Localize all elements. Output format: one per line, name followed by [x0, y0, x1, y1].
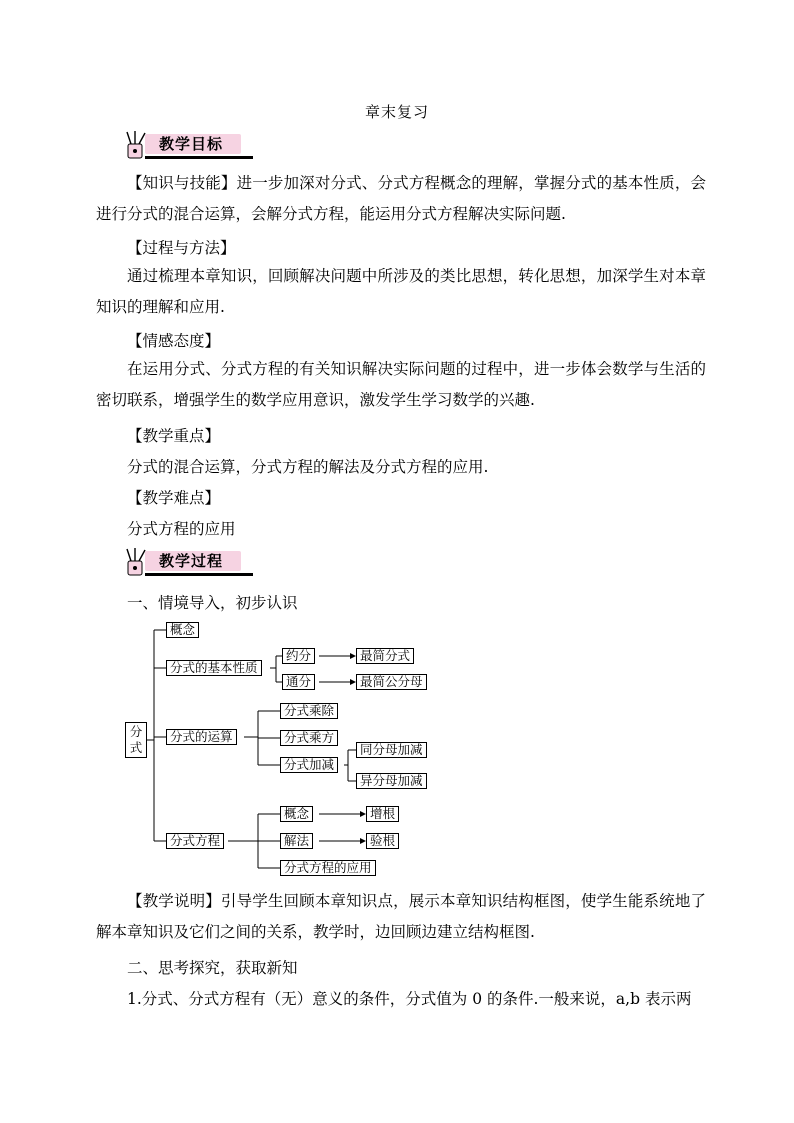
process-banner [119, 545, 251, 579]
node-application: 分式方程的应用 [280, 860, 376, 876]
node-operations: 分式的运算 [166, 729, 237, 745]
node-extraneous-root: 增根 [366, 806, 399, 822]
node-power: 分式乘方 [280, 730, 338, 746]
node-add-sub: 分式加减 [280, 757, 338, 773]
process-method-paragraph: 通过梳理本章知识，回顾解决问题中所涉及的类比思想，转化思想，加深学生对本章知识的理解和应用. [96, 267, 706, 316]
objectives-banner [119, 128, 251, 162]
part2-heading: 二、思考探究，获取新知 [127, 959, 298, 977]
node-check-root: 验根 [366, 833, 399, 849]
node-same-denominator: 同分母加减 [356, 742, 427, 758]
node-basic-property: 分式的基本性质 [166, 660, 262, 676]
node-common-denominator: 通分 [282, 674, 315, 690]
difficulty-text: 分式方程的应用 [127, 520, 236, 538]
difficulty-heading: 【教学难点】 [127, 489, 221, 507]
objectives-banner-label: 教学目标 [159, 135, 224, 153]
emotion-paragraph: 在运用分式、分式方程的有关知识解决实际问题的过程中，进一步体会数学与生活的密切联系，增强学生的数学应用意识，激发学生学习数学的兴趣. [96, 360, 706, 409]
node-fraction-root: 分式 [125, 722, 147, 758]
knowledge-structure-diagram [120, 612, 450, 882]
part1-heading: 一、情境导入，初步认识 [127, 594, 298, 612]
node-simplest-fraction: 最简分式 [356, 648, 414, 664]
process-method-heading: 【过程与方法】 [127, 239, 236, 257]
teaching-explanation-paragraph: 【教学说明】引导学生回顾本章知识点，展示本章知识结构框图，使学生能系统地了解本章知识及它们之间的关系，教学时，边回顾边建立结构框图. [96, 892, 706, 941]
item-1-text: 1.分式、分式方程有（无）意义的条件，分式值为 0 的条件.一般来说，a,b 表示两 [127, 990, 692, 1008]
node-reduce: 约分 [282, 648, 315, 664]
key-points-heading: 【教学重点】 [127, 427, 221, 445]
node-lcd: 最简公分母 [356, 674, 427, 690]
node-solution-method: 解法 [280, 833, 313, 849]
emotion-heading: 【情感态度】 [127, 332, 221, 350]
node-concept: 概念 [166, 622, 199, 638]
node-mul-div: 分式乘除 [280, 703, 338, 719]
node-different-denominator: 异分母加减 [356, 773, 427, 789]
page-title: 章末复习 [364, 103, 429, 121]
node-eq-concept: 概念 [280, 806, 313, 822]
node-equation: 分式方程 [166, 833, 224, 849]
knowledge-skills-paragraph: 【知识与技能】进一步加深对分式、分式方程概念的理解，掌握分式的基本性质，会进行分式的混合运算，会解分式方程，能运用分式方程解决实际问题. [96, 174, 706, 223]
process-banner-label: 教学过程 [159, 552, 224, 570]
key-points-text: 分式的混合运算，分式方程的解法及分式方程的应用. [127, 458, 489, 476]
